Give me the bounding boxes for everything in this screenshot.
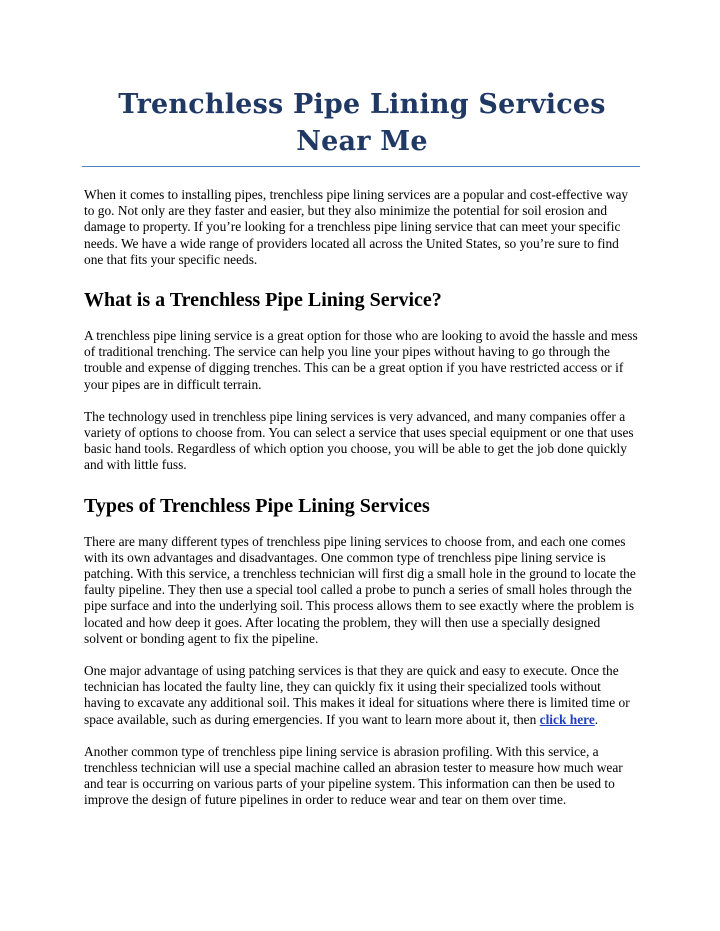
section2-paragraph-1: There are many different types of trenchless pipe lining services to choose from, and each one comes with its own advantages and disadvantages. One common type of trenchless pipe lining service is patching. With this service, a trenchless technician will first dig a small hole in the ground to locate the faulty pipeline. They then use a special tool called a probe to punch a series of small holes through the pipe surface and into the underlying soil. This process allows them to see exactly where the problem is located and how deep it goes. After locating the problem, they will then use a specially designed solvent or bonding agent to fix the pipeline. — [84, 533, 636, 646]
section2-paragraph-2-text: One major advantage of using patching services is that they are quick and easy to execute. Once the technician has located the faulty line, they can quickly fix it using their specialized tools without having to excavate any additional soil. This makes it ideal for situations where there is limited time or space available, such as during emergencies. If you want to learn more about it, then — [84, 663, 630, 727]
section2-paragraph-2 — [84, 663, 640, 728]
title-divider — [82, 166, 640, 167]
section2-paragraph-2-end: . — [594, 711, 599, 727]
section1-paragraph-1: A trenchless pipe lining service is a great option for those who are looking to avoid the hassle and mess of traditional trenching. The service can help you line your pipes without having to go through the trouble and expense of digging trenches. This can be a great option if you have restricted access or if your pipes are in difficult terrain. — [84, 328, 638, 392]
section-heading-what-is: What is a Trenchless Pipe Lining Service? — [84, 289, 442, 312]
click-here-link[interactable]: click here — [539, 711, 595, 727]
document-page — [84, 0, 640, 809]
section1-paragraph-2: The technology used in trenchless pipe lining services is very advanced, and many companies offer a variety of options to choose from. You can select a service that uses special equipment or one that uses basic hand tools. Regardless of which option you choose, you will be able to get the job done quickly and with little fuss. — [84, 408, 634, 473]
intro-paragraph: When it comes to installing pipes, trenchless pipe lining services are a popular and cost-effective way to go. Not only are they faster and easier, but they also minimize the potential for soil erosion and damage to property. If you’re looking for a trenchless pipe lining service that can meet your specific needs. We have a wide range of providers located all across the United States, so you’re sure to find one that fits your specific needs. — [84, 187, 629, 267]
section-heading-types: Types of Trenchless Pipe Lining Services — [84, 494, 430, 517]
page-title: Trenchless Pipe Lining Services Near Me — [118, 89, 606, 157]
section2-paragraph-3: Another common type of trenchless pipe lining service is abrasion profiling. With this service, a trenchless technician will use a special machine called an abrasion tester to measure how much wear and tear is occurring on various parts of your pipeline system. This information can then be used to improve the design of future pipelines in order to reduce wear and tear on them over time. — [84, 743, 623, 808]
